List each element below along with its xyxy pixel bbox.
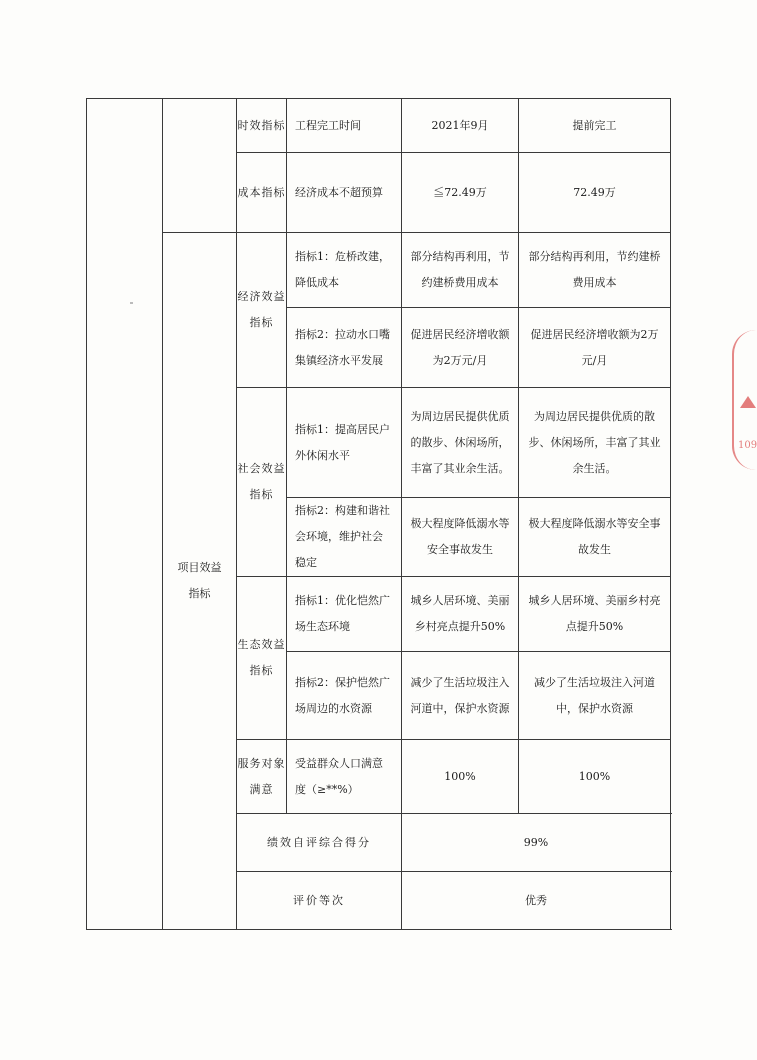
target-eco-1: 城乡人居环境、美丽乡村亮点提升50% bbox=[402, 577, 519, 652]
performance-table bbox=[86, 98, 671, 930]
actual-social-2: 极大程度降低溺水等安全事故发生 bbox=[519, 498, 671, 577]
seal-mark-icon bbox=[740, 396, 756, 408]
row-econ-1 bbox=[87, 233, 671, 308]
category-timeliness: 时效指标 bbox=[237, 99, 287, 153]
indicator-social-1: 指标1：提高居民户外休闲水平 bbox=[287, 388, 402, 498]
indicator-social-2: 指标2：构建和谐社会环境，维护社会稳定 bbox=[287, 498, 402, 577]
indicator-eco-1: 指标1：优化恺然广场生态环境 bbox=[287, 577, 402, 652]
target-social-1: 为周边居民提供优质的散步、休闲场所，丰富了其业余生活。 bbox=[402, 388, 519, 498]
row-timeliness bbox=[87, 99, 671, 153]
target-timeliness: 2021年9月 bbox=[402, 99, 519, 153]
actual-cost: 72.49万 bbox=[519, 153, 671, 233]
seal-number: 109 bbox=[738, 440, 757, 451]
grade-label: 评价等次 bbox=[237, 872, 402, 930]
category-econ: 经济效益指标 bbox=[237, 233, 287, 388]
grade-value: 优秀 bbox=[402, 872, 671, 930]
actual-social-1: 为周边居民提供优质的散步、休闲场所，丰富了其业余生活。 bbox=[519, 388, 671, 498]
target-satisfaction: 100% bbox=[402, 740, 519, 814]
category-social: 社会效益指标 bbox=[237, 388, 287, 577]
score-value: 99% bbox=[402, 814, 671, 872]
level1-blank bbox=[87, 99, 163, 930]
actual-timeliness: 提前完工 bbox=[519, 99, 671, 153]
actual-eco-1: 城乡人居环境、美丽乡村亮点提升50% bbox=[519, 577, 671, 652]
indicator-eco-2: 指标2：保护恺然广场周边的水资源 bbox=[287, 652, 402, 740]
project-benefit-label: 项目效益指标 bbox=[163, 233, 237, 930]
category-cost: 成本指标 bbox=[237, 153, 287, 233]
score-label: 绩效自评综合得分 bbox=[237, 814, 402, 872]
target-eco-2: 减少了生活垃圾注入河道中，保护水资源 bbox=[402, 652, 519, 740]
actual-satisfaction: 100% bbox=[519, 740, 671, 814]
red-seal-stamp bbox=[732, 330, 756, 470]
indicator-econ-1: 指标1：危桥改建，降低成本 bbox=[287, 233, 402, 308]
target-econ-1: 部分结构再利用，节约建桥费用成本 bbox=[402, 233, 519, 308]
target-social-2: 极大程度降低溺水等安全事故发生 bbox=[402, 498, 519, 577]
category-eco: 生态效益指标 bbox=[237, 577, 287, 740]
target-cost: ≦72.49万 bbox=[402, 153, 519, 233]
indicator-timeliness: 工程完工时间 bbox=[287, 99, 402, 153]
actual-econ-1: 部分结构再利用，节约建桥费用成本 bbox=[519, 233, 671, 308]
category-satisfaction: 服务对象满意 bbox=[237, 740, 287, 814]
level2-blank bbox=[163, 99, 237, 233]
actual-eco-2: 减少了生活垃圾注入河道中，保护水资源 bbox=[519, 652, 671, 740]
indicator-econ-2: 指标2：拉动水口嘴集镇经济水平发展 bbox=[287, 308, 402, 388]
indicator-satisfaction: 受益群众人口满意度（≥**%） bbox=[287, 740, 402, 814]
target-econ-2: 促进居民经济增收额为2万元/月 bbox=[402, 308, 519, 388]
scan-speck bbox=[130, 302, 133, 304]
indicator-cost: 经济成本不超预算 bbox=[287, 153, 402, 233]
actual-econ-2: 促进居民经济增收额为2万元/月 bbox=[519, 308, 671, 388]
